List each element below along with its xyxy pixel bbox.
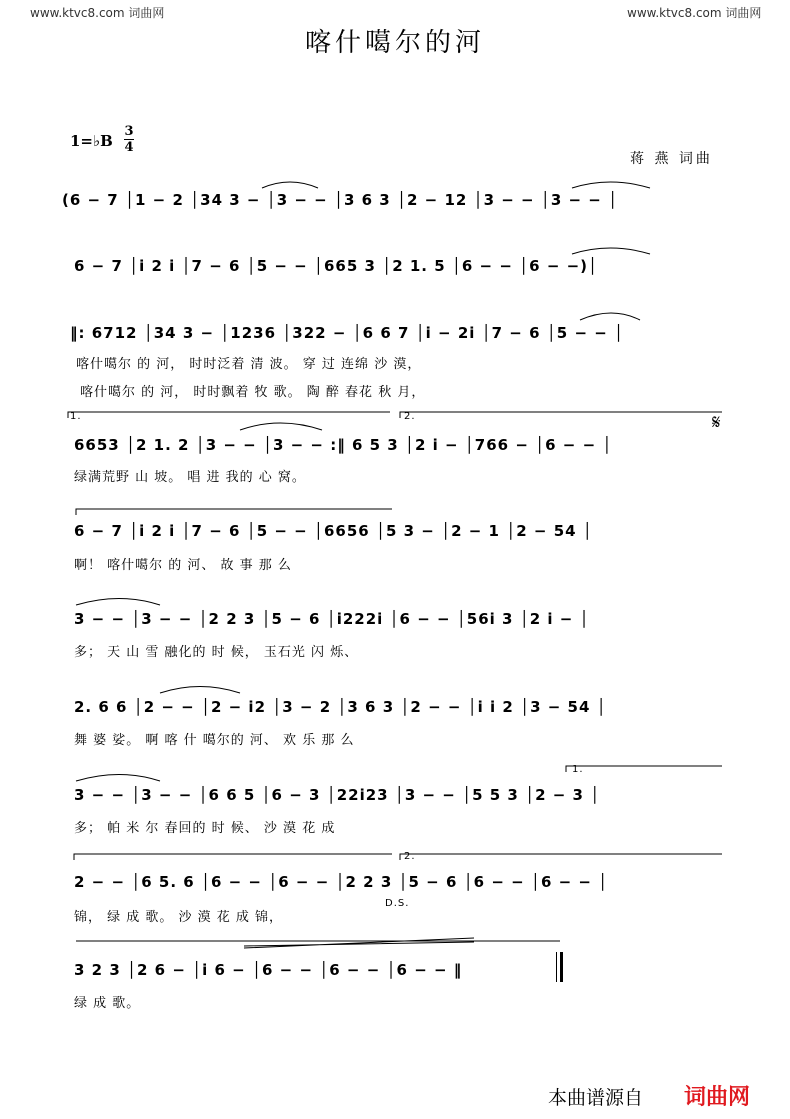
slur [580,313,640,320]
score-row-9: 2 − − │6 5. 6 │6 − − │6 − − │2 2 3 │5 − 6 │6 − − │6 − − │ [74,873,609,891]
score-row-1: (6 − 7 │1 − 2 │34 3 − │3 − − │3 6 3 │2 − 12 │3 − − │3 − − │ [62,191,619,209]
slur [244,938,474,948]
volta-bracket [566,766,722,772]
meter-top: 3 [124,124,134,139]
footer-source: 本曲谱源自 [548,1087,644,1109]
score-row-7: 2. 6 6 │2 − − │2 − i2 │3 − 2 │3 6 3 │2 − − │i i 2 │3 − 54 │ [74,698,607,716]
slur [76,509,392,515]
volta-2-row-9: 2. [404,851,416,862]
lyrics-row-4: 绿满荒野 山 坡。 唱 进 我的 心 窝。 [74,470,306,485]
volta-bracket [400,854,722,860]
volta-bracket [68,412,390,418]
slur [76,775,160,782]
slur [572,182,650,188]
volta-2-row-4: 2. [404,411,416,422]
lyrics-row-9: 锦， 绿 成 歌。 沙 漠 花 成 锦， [74,910,284,925]
footer-brand[interactable]: 词曲网 [684,1085,751,1110]
score-row-6: 3 − − │3 − − │2 2 3 │5 − 6 │i222i │6 − − │56i 3 │2 i − │ [74,610,590,628]
lyrics-row-10: 绿 成 歌。 [74,996,141,1011]
page-title: 喀什噶尔的河 [304,28,485,58]
score-row-4: 6653 │2 1. 2 │3 − − │3 − − :‖ 6 5 3 │2 i − │766 − │6 − − │ [74,436,613,454]
watermark-right: www.ktvc8.com 词曲网 [627,6,762,20]
slur [160,687,240,694]
dal-segno: D.S. [385,898,410,909]
lyrics-row-7: 舞 婆 娑。 啊 喀 什 噶尔的 河、 欢 乐 那 么 [74,733,355,748]
lyrics-row-3-verse-1: 喀什噶尔 的 河， 时时泛着 清 波。 穿 过 连绵 沙 漠， [76,357,422,372]
score-row-2: 6 − 7 │i 2 i │7 − 6 │5 − − │665 3 │2 1. 5 │6 − − │6 − −)│ [74,257,599,275]
volta-1-row-4: 1. [70,411,82,422]
time-signature [124,124,134,155]
segno-icon: 𝄋 [712,410,721,434]
lyrics-row-3-verse-2: 喀什噶尔 的 河， 时时飘着 牧 歌。 陶 醉 春花 秋 月， [80,385,426,400]
slur [240,423,322,430]
watermark-left: www.ktvc8.com 词曲网 [30,6,165,20]
volta-1-row-8: 1. [572,764,584,775]
lyrics-row-6: 多； 天 山 雪 融化的 时 候， 玉石光 闪 烁、 [74,645,359,660]
slur [262,182,318,188]
key-signature: 1=♭B [70,132,113,150]
score-row-5: 6 − 7 │i 2 i │7 − 6 │5 − − │6656 │5 3 − │2 − 1 │2 − 54 │ [74,522,593,540]
slur [572,248,650,254]
lyrics-row-8: 多； 帕 米 尔 春回的 时 候、 沙 漠 花 成 [74,821,336,836]
score-row-3: ‖: 6712 │34 3 − │1236 │322 − │6 6 7 │i − 2i │7 − 6 │5 − − │ [70,324,625,342]
score-row-8: 3 − − │3 − − │6 6 5 │6 − 3 │22i23 │3 − − │5 5 3 │2 − 3 │ [74,786,601,804]
score-row-10: 3 2 3 │2 6 − │i 6 − │6 − − │6 − − │6 − − ‖ [74,961,463,979]
meter-bottom: 4 [124,140,134,155]
volta-bracket [400,412,722,418]
lyrics-row-5: 啊！ 喀什噶尔 的 河、 故 事 那 么 [74,558,292,573]
slur [76,599,160,606]
volta-bracket [74,854,392,860]
credit: 蒋 燕 词曲 [630,151,713,167]
